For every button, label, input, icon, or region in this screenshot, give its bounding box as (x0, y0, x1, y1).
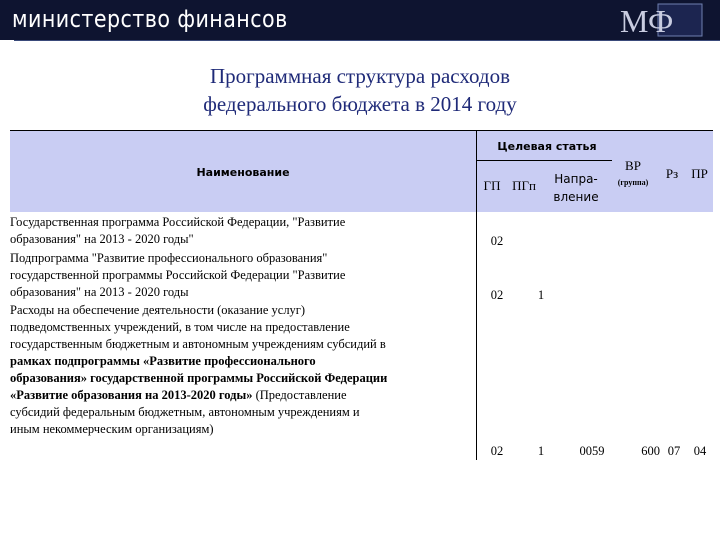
col-dir-line1: Напра- (554, 172, 598, 186)
top-banner (0, 0, 720, 41)
row1-line2: образования" на 2013 - 2020 годы" (10, 232, 194, 246)
row3-line8: иным некоммерческим организациям) (10, 422, 214, 436)
col-target-header: Целевая статья (497, 140, 597, 153)
col-gp-header: ГП (483, 178, 501, 193)
row2-pgp: 1 (537, 288, 545, 302)
table-row (10, 250, 476, 301)
row3-pgp: 1 (537, 444, 545, 458)
row2-line2: государственной программы Российской Федерации "Развитие (10, 268, 346, 282)
table-row (10, 302, 476, 438)
table-top-border (10, 130, 713, 131)
col-pr-header: ПР (691, 166, 708, 181)
col-vr-header: ВР (625, 158, 641, 173)
col-rz-header: Рз (665, 166, 679, 181)
row3-line3: государственным бюджетным и автономным учреждениям субсидий в (10, 337, 386, 351)
ministry-name: министерство финансов (12, 5, 288, 33)
slide-title (0, 62, 720, 118)
col-name-header: Наименование (196, 166, 290, 179)
row3-line7: субсидий федеральным бюджетным, автономным учреждениям и (10, 405, 360, 419)
col-vr-sub: (группа) (617, 178, 649, 187)
ministry-logo (614, 2, 704, 38)
target-sub-border (476, 160, 612, 161)
row3-dir: 0059 (579, 444, 605, 458)
name-column-divider (476, 130, 477, 460)
col-pgp-header: ПГп (512, 178, 536, 193)
row3-line2: подведомственных учреждений, в том числе на предоставление (10, 320, 350, 334)
slide-title-line1: Программная структура расходов (209, 64, 511, 88)
logo-text: МФ (620, 3, 674, 38)
row3-bold2: образования» государственной программы Российской Федерации (10, 371, 388, 385)
row3-bold1: рамках подпрограммы «Развитие профессионального (10, 354, 316, 368)
row3-line1: Расходы на обеспечение деятельности (оказание услуг) (10, 303, 306, 317)
table-row (10, 214, 476, 248)
col-dir-line2: вление (553, 190, 599, 204)
row2-line3: образования" на 2013 - 2020 годы (10, 285, 189, 299)
row3-bold3: «Развитие образования на 2013-2020 годы» (10, 388, 253, 402)
row2-gp: 02 (490, 288, 504, 302)
row3-plain4: (Предоставление (252, 388, 347, 402)
slide-title-line2: федерального бюджета в 2014 году (203, 92, 517, 116)
row3-vr: 600 (641, 444, 660, 458)
row3-pr: 04 (693, 444, 707, 458)
row1-gp: 02 (490, 234, 504, 248)
row1-line1: Государственная программа Российской Федерации, "Развитие (10, 215, 346, 229)
budget-table (10, 130, 713, 540)
col-dir-header (540, 170, 612, 206)
row2-line1: Подпрограмма "Развитие профессионального образования" (10, 251, 328, 265)
row3-gp: 02 (490, 444, 504, 458)
row3-rz: 07 (667, 444, 681, 458)
